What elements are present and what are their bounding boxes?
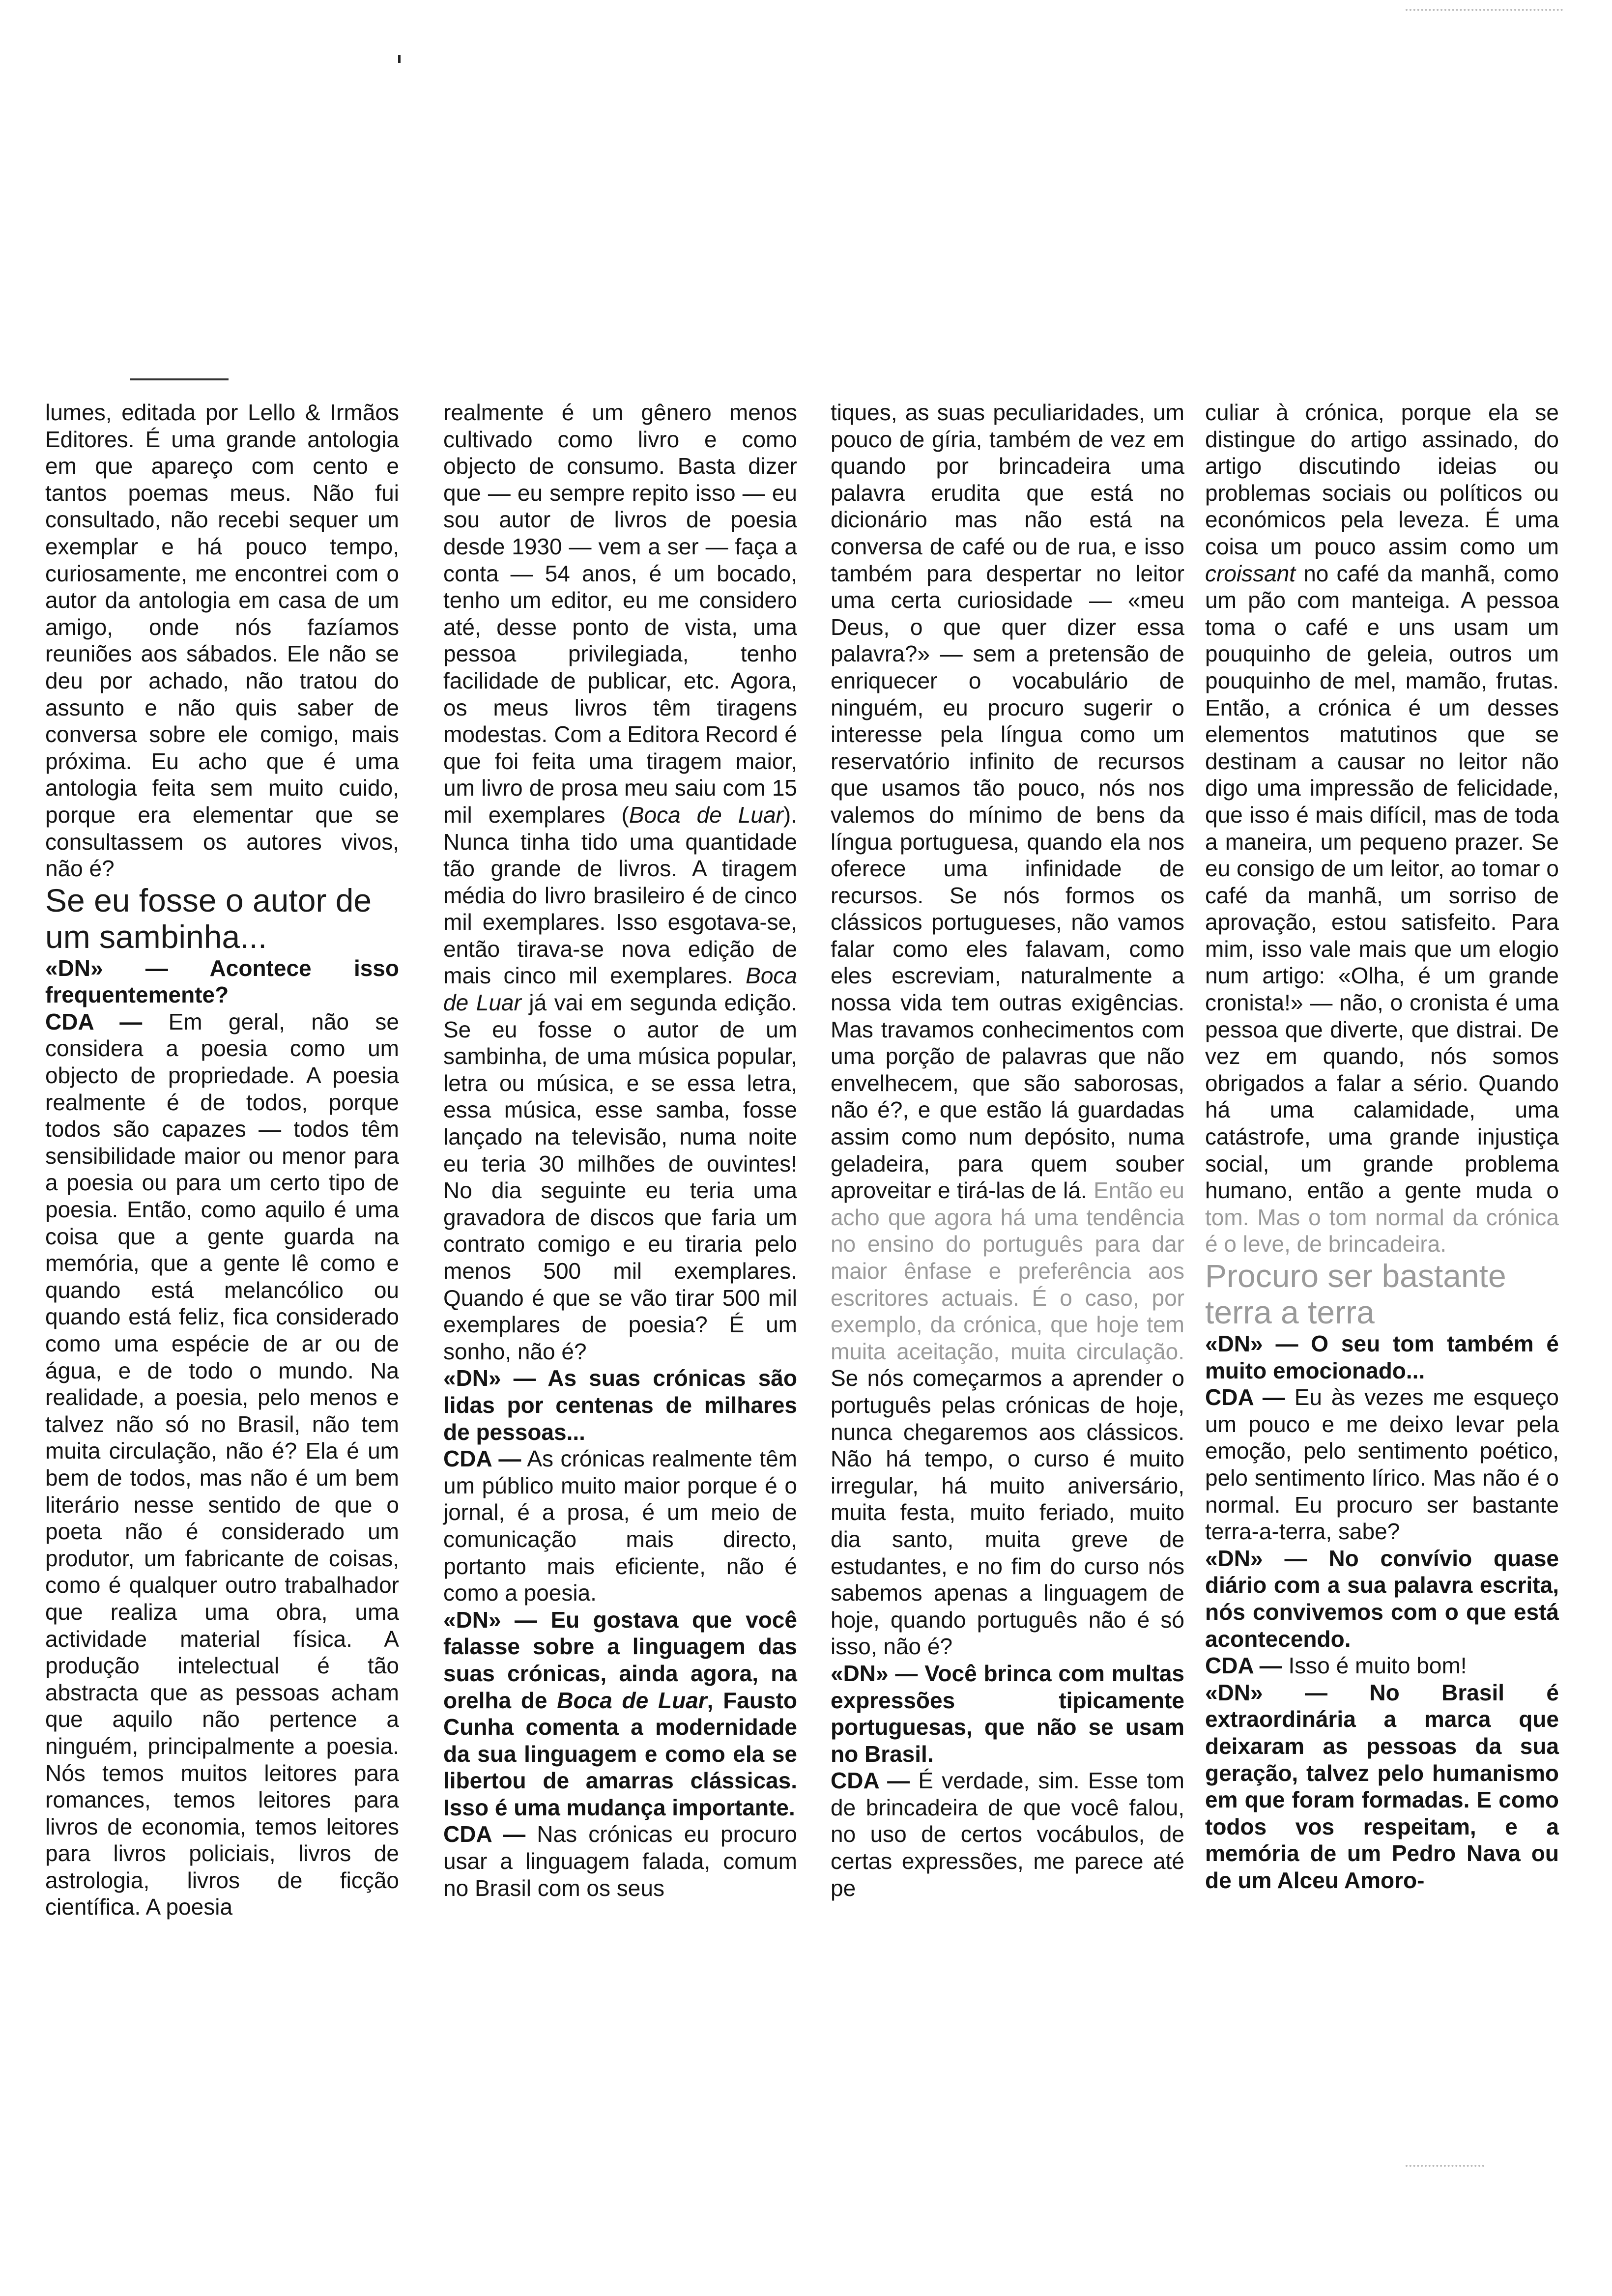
book-title: Boca de Luar — [557, 1687, 707, 1713]
column-end-dots — [1406, 2165, 1484, 2167]
column-top-dash — [130, 378, 229, 380]
interview-question: «DN» — As suas crónicas são lidas por centenas de milhares de pessoas... — [443, 1365, 797, 1445]
interview-question: «DN» — No convívio quase diário com a sua palavra escrita, nós convivemos com o que está acontecendo. — [1205, 1545, 1559, 1652]
paragraph-text: no café da manhã, como um pão com manteiga. A pessoa toma o café e uns usam um pouquinho de geleia, outros um pouquinho de mel, mamão, frutas. Então, a crónica é um desses elementos matutinos que se destinam a causar no leitor não digo uma impressão de felicidade, que isso é mais difícil, mas de toda a maneira, um pequeno prazer. Se eu consigo de um leitor, ao tomar o café da manhã, um sorriso de aprovação, estou satisfeito. Para mim, isso vale mais que um elogio num artigo: «Olha, é um grande cronista!» — não, o cronista é uma pessoa que diverte, que distrai. De vez em quando, nós somos obrigados a falar a sério. Quando há uma calamidade, uma catástrofe, uma grande injustiça social, um grande problema humano, então a gente muda o — [1205, 560, 1559, 1204]
faded-text: Então eu acho que agora há uma tendência no ensino do português para dar maior ênfase e preferência aos escritores actuais. É o caso, por exemplo, da crónica, que hoje tem muita aceitação, muita circulação. — [831, 1177, 1184, 1364]
paragraph-text: Se nós começarmos a aprender o português pelas crónicas de hoje, nunca chegaremos aos clássicos. Não há tempo, o curso é muito irregular, há muito aniversário, muita festa, muito feriado, muito dia santo, muita greve de estudantes, e no fim do curso nós sabemos apenas a linguagem de hoje, quando português não é só isso, não é? — [831, 1365, 1184, 1660]
answer-text: Eu às vezes me esqueço um pouco e me deixo levar pela emoção, pelo sentimento poético, pelo sentimento lírico. Mas não é o normal. Eu procuro ser bastante terra-a-terra, sabe? — [1205, 1384, 1559, 1545]
paragraph — [831, 399, 1184, 1660]
question-text: , Fausto Cunha comenta a modernidade da sua linguagem e como ela se libertou de amarras clássicas. Isso é uma mudança importante. — [443, 1687, 797, 1820]
interview-question: «DN» — O seu tom também é muito emocionado... — [1205, 1331, 1559, 1383]
interview-answer — [443, 1445, 797, 1607]
interview-question: «DN» — Você brinca com multas expressões tipicamente portuguesas, que não se usam no Brasil. — [831, 1660, 1184, 1767]
paragraph — [443, 399, 797, 1365]
paragraph-text: ). Nunca tinha tido uma quantidade tão grande de livros. A tiragem média do livro brasileiro é de cinco mil exemplares. Isso esgotava-se, então tirava-se nova edição de mais cinco mil exemplares. — [443, 802, 797, 989]
scan-top-rule — [1406, 9, 1563, 11]
paragraph: lumes, editada por Lello & Irmãos Editores. É uma grande antologia em que apareço com cento e tantos poemas meus. Não fui consultado, não recebi sequer um exemplar e há pouco tempo, curiosamente, me encontrei com o autor da antologia em casa de um amigo, onde nós fazíamos reuniões aos sábados. Ele não se deu por achado, não tratou do assunto e não quis saber de conversa sobre ele comigo, mais próxima. Eu acho que é uma antologia feita sem muito cuido, porque era elementar que se consultassem os autores vivos, não é? — [45, 400, 399, 882]
interview-question — [443, 1607, 797, 1821]
scan-mark — [398, 55, 401, 63]
paragraph-text: tiques, as suas peculiaridades, um pouco de gíria, também de vez em quando por brincadeira uma palavra erudita que está no dicionário mas não está na conversa de café ou de rua, e isso também para despertar no leitor uma certa curiosidade — «meu Deus, o que quer dizer essa palavra?» — sem a pretensão de enriquecer o vocabulário de ninguém, eu procuro sugerir o interesse pela língua como um reservatório infinito de recursos que usamos tão pouco, nós nos valemos do mínimo de bens da língua portuguesa, quando ela nos oferece uma infinidade de recursos. Se nós formos os clássicos portugueses, não vamos falar como eles falavam, como eles escreviam, naturalmente a nossa vida tem outras exigências. Mas travamos conhecimentos com uma porção de palavras que não envelhecem, que são saborosas, não é?, e que estão lá guardadas assim como num depósito, numa geladeira, para quem souber aproveitar e tirá-las de lá. — [831, 400, 1184, 1204]
interview-answer — [443, 1821, 797, 1901]
article-column-1 — [45, 399, 399, 1921]
article-column-4 — [1205, 399, 1559, 1894]
answer-text: É verdade, sim. Esse tom de brincadeira de que você falou, no uso de certos vocábulos, de certas expressões, me parece até pe — [831, 1768, 1185, 1901]
interview-question: «DN» — No Brasil é extraordinária a marca que deixaram as pessoas da sua geração, talvez pelo humanismo em que foram formadas. E como todos vos respeitam, e a memória de um Pedro Nava ou de um Alceu Amoro- — [1205, 1679, 1559, 1893]
italic-word: croissant — [1205, 560, 1296, 586]
article-column-3 — [831, 399, 1184, 1901]
article-column-2 — [443, 399, 797, 1901]
answer-text: Nas crónicas eu procuro usar a linguagem falada, comum no Brasil com os seus — [443, 1821, 798, 1901]
interview-answer — [1205, 1652, 1559, 1679]
paragraph-text: já vai em segunda edição. Se eu fosse o autor de um sambinha, de uma música popular, letra ou música, e se essa letra, essa música, esse samba, fosse lançado na televisão, numa noite eu teria 30 milhões de ouvintes! No dia seguinte eu teria uma gravadora de discos que faria um contrato comigo e eu tiraria pelo menos 500 mil exemplares. Quando é que se vão tirar 500 mil exemplares de poesia? É um sonho, não é? — [443, 990, 797, 1364]
answer-text: As crónicas realmente têm um público muito maior porque é o jornal, é a prosa, é um meio de comunicação mais directo, portanto mais eficiente, não é como a poesia. — [443, 1446, 797, 1606]
answer-text: Isso é muito bom! — [1288, 1653, 1467, 1679]
speaker-label: CDA — — [1205, 1653, 1282, 1679]
answer-text: Em geral, não se considera a poesia como um objecto de propriedade. A poesia realmente é de todos, porque todos são capazes — todos têm sensibilidade maior ou menor para a poesia ou para um certo tipo de poesia. Então, como aquilo é uma coisa que a gente guarda na memória, que a gente lê como e quando está melancólico ou quando está feliz, fica considerado como uma espécie de ar ou de água, e de todo o mundo. Na realidade, a poesia, pelo menos e talvez não só no Brasil, não tem muita circulação, não é? Ela é um bem de todos, mas não é um bem literário nesse sentido de que o poeta não é considerado um produtor, um fabricante de coisas, como é qualquer outro trabalhador que realiza uma obra, uma actividade material física. A produção intelectual é tão abstracta que as pessoas acham que aquilo não pertence a ninguém, principalmente a poesia. Nós temos muitos leitores para romances, temos leitores para livros de economia, temos leitores para livros policiais, livros de astrologia, livros de ficção científica. A poesia — [45, 1008, 399, 1920]
paragraph-text: culiar à crónica, porque ela se distingue do artigo assinado, do artigo discutindo ideias ou problemas sociais ou políticos ou económicos pela leveza. É uma coisa um pouco assim como um — [1205, 400, 1559, 559]
book-title: Boca de Luar — [629, 802, 783, 828]
interview-question: «DN» — Acontece isso frequentemente? — [45, 955, 399, 1008]
question-text: «DN» — Eu gostava que você falasse sobre a linguagem das suas crónicas, ainda agora, na orelha de — [443, 1607, 797, 1713]
paragraph — [1205, 399, 1559, 1258]
interview-answer — [1205, 1384, 1559, 1545]
paragraph-text: realmente é um gênero menos cultivado como livro e como objecto de consumo. Basta dizer que — eu sempre repito isso — eu sou autor de livros de poesia desde 1930 — vem a ser — faça a conta — 54 anos, é um bocado, tenho um editor, eu me considero até, desse ponto de vista, uma pessoa privilegiada, tenho facilidade de publicar, etc. Agora, os meus livros têm tiragens modestas. Com a Editora Record é que foi feita uma tiragem maior, um livro de prosa meu saiu com 15 mil exemplares ( — [443, 400, 797, 828]
book-title: Boca de Luar — [443, 963, 797, 1016]
subheading: Se eu fosse o autor de um sambinha... — [45, 882, 372, 955]
interview-answer — [831, 1767, 1184, 1901]
speaker-label: CDA — — [443, 1446, 521, 1472]
speaker-label: CDA — — [443, 1821, 526, 1847]
speaker-label: CDA — — [1205, 1384, 1285, 1410]
subheading: Procuro ser bastante terra a terra — [1205, 1258, 1506, 1330]
speaker-label: CDA — — [45, 1008, 143, 1034]
speaker-label: CDA — — [831, 1768, 910, 1794]
interview-answer — [45, 1008, 399, 1921]
faded-text: tom. Mas o tom normal da crónica é o leve, de brincadeira. — [1205, 1204, 1559, 1257]
